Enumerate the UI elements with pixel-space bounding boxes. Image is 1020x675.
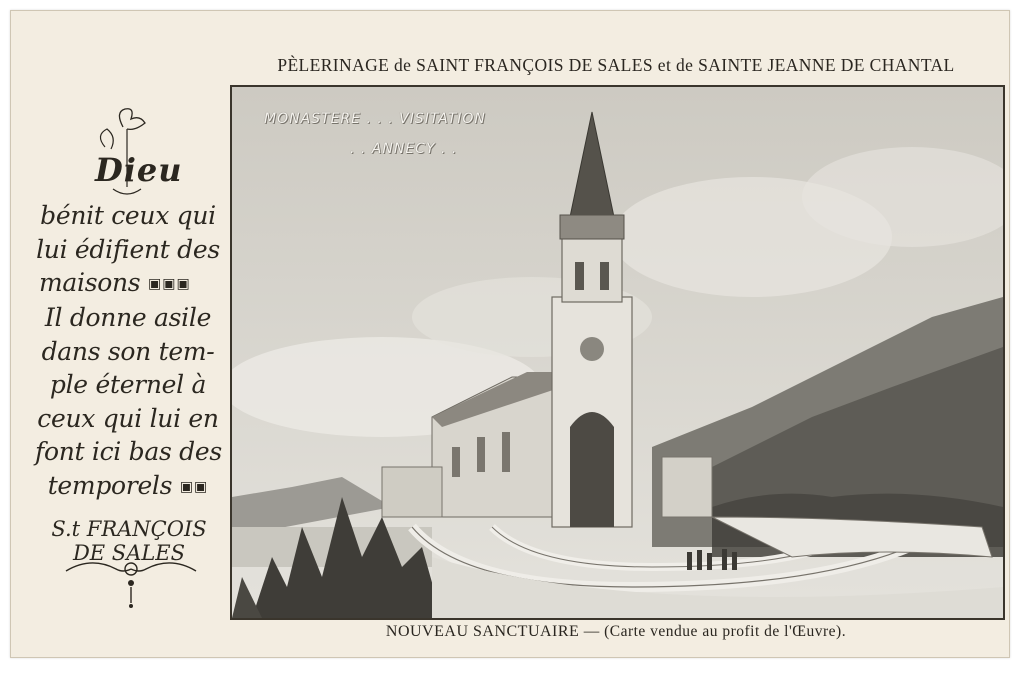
signature: S.t FRANÇOIS DE SALES xyxy=(51,517,207,565)
dieu-initial xyxy=(35,107,221,199)
sanctuary-photo xyxy=(230,85,1005,620)
verse-block xyxy=(35,107,221,504)
postcard-caption xyxy=(231,623,1001,641)
postcard-header: PÈLERINAGE de SAINT FRANÇOIS DE SALES et de SAINTE JEANNE DE CHANTAL xyxy=(277,55,955,75)
verse-line: temporels xyxy=(47,470,173,500)
verse-line: dans son tem- xyxy=(41,336,215,366)
verse-line: ceux qui lui en xyxy=(37,403,219,433)
caption-title: NOUVEAU SANCTUAIRE xyxy=(385,623,580,640)
sanctuary-illustration xyxy=(232,87,1003,618)
postcard xyxy=(10,10,1010,658)
ornament-icon: ▣▣ xyxy=(179,478,209,495)
flourish-icon xyxy=(61,551,201,611)
dieu-word: Dieu xyxy=(95,151,183,189)
verse-line: lui édifient des xyxy=(36,234,220,264)
verse-line: Il donne asile xyxy=(44,303,212,333)
verse-line: font ici bas des xyxy=(35,437,222,467)
verse-line-with-ornament xyxy=(35,469,221,504)
verse-line-with-ornament xyxy=(35,266,221,301)
photo-label-monastery: MONASTERE . . . VISITATION xyxy=(264,111,486,127)
caption-detail: — (Carte vendue au profit de l'Œuvre). xyxy=(583,623,847,640)
verse-line: bénit ceux qui xyxy=(40,201,216,230)
verse-line: maisons xyxy=(39,268,141,297)
verse-line: ple éternel à xyxy=(49,370,207,400)
ornament-icon: ▣▣▣ xyxy=(147,275,191,292)
photo-label-annecy: . . ANNECY . . xyxy=(350,141,458,157)
